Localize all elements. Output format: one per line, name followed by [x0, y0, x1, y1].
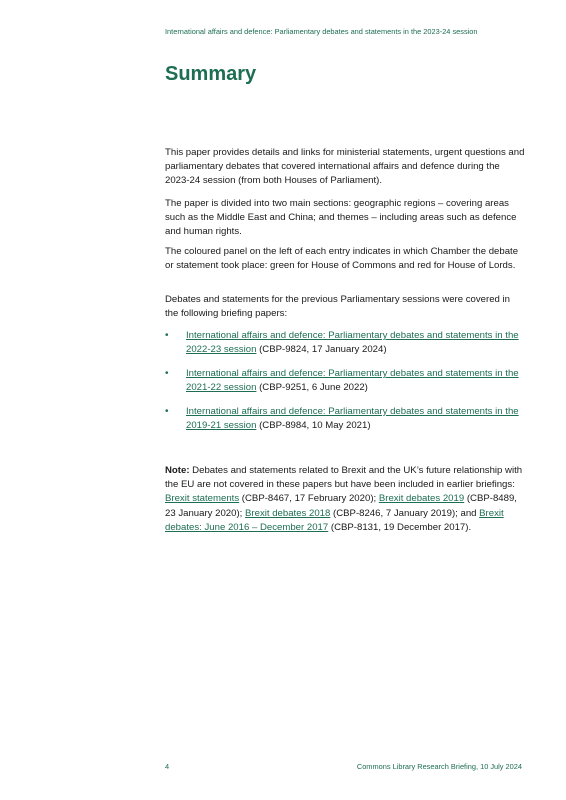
brexit-statements-link[interactable]: Brexit statements [165, 493, 240, 505]
previous-sessions-paragraph [165, 293, 525, 321]
briefing-ref: (CBP-9251, 6 June 2022) [256, 382, 368, 394]
bullet-icon: • [165, 367, 169, 379]
paragraph-text: The coloured panel on the left of each entry indicates in which Chamber the debate or statement took place: green for House of Commons and red for House of Lords. [165, 246, 519, 272]
list-item [165, 367, 525, 395]
sections-paragraph [165, 197, 525, 240]
briefing-ref: (CBP-8984, 10 May 2021) [256, 420, 371, 432]
brexit-debates-2018-link[interactable]: Brexit debates 2018 [245, 507, 331, 519]
paragraph-text: Debates and statements for the previous Parliamentary sessions were covered in the following briefing papers: [165, 294, 511, 320]
note-ref: (CBP-8131, 19 December 2017). [328, 521, 472, 533]
page-title: Summary [165, 63, 257, 85]
note-intro: Debates and statements related to Brexit and the UK’s future relationship with the EU are not covered in these papers but have been included in earlier briefings: [165, 465, 523, 491]
briefing-link-2022-23[interactable]: International affairs and defence: Parliamentary debates and statements in the 2022-23 session [186, 330, 519, 356]
bullet-icon: • [165, 330, 169, 341]
running-header: International affairs and defence: Parliamentary debates and statements in the 2023-24 session [165, 27, 478, 36]
briefing-link-2019-21[interactable]: International affairs and defence: Parliamentary debates and statements in the 2019-21 session [186, 405, 519, 432]
list-item [165, 329, 525, 357]
bullet-icon: • [165, 405, 169, 417]
note-text [165, 464, 525, 535]
note-ref: (CBP-8489, 23 January 2020); [165, 493, 517, 519]
briefing-list [165, 329, 525, 443]
note-label: Note: [165, 465, 190, 476]
note-paragraph [165, 464, 525, 535]
paragraph-text: This paper provides details and links for ministerial statements, urgent questions and parliamentary debates that covered international affairs and defence during the 2023-24 session (from both Houses of Parliament). [165, 147, 525, 187]
briefing-ref: (CBP-9824, 17 January 2024) [256, 344, 387, 356]
briefing-link-2021-22[interactable]: International affairs and defence: Parliamentary debates and statements in the 2021-22 session [186, 367, 519, 394]
note-ref: (CBP-8467, 17 February 2020); [239, 493, 379, 505]
page-number: 4 [165, 762, 170, 771]
intro-paragraph [165, 146, 525, 189]
coloured-panel-paragraph [165, 245, 525, 273]
publication-footer: Commons Library Research Briefing, 10 July 2024 [356, 762, 522, 771]
brexit-debates-2019-link[interactable]: Brexit debates 2019 [378, 493, 465, 505]
note-ref: (CBP-8246, 7 January 2019); and [330, 507, 480, 519]
list-item [165, 405, 525, 433]
paragraph-text: The paper is divided into two main sections: geographic regions – covering areas such as the Middle East and China; and themes – including areas such as defence and human rights. [165, 198, 517, 238]
brexit-debates-2016-2017-link[interactable]: Brexit debates: June 2016 – December 2017 [165, 507, 504, 533]
